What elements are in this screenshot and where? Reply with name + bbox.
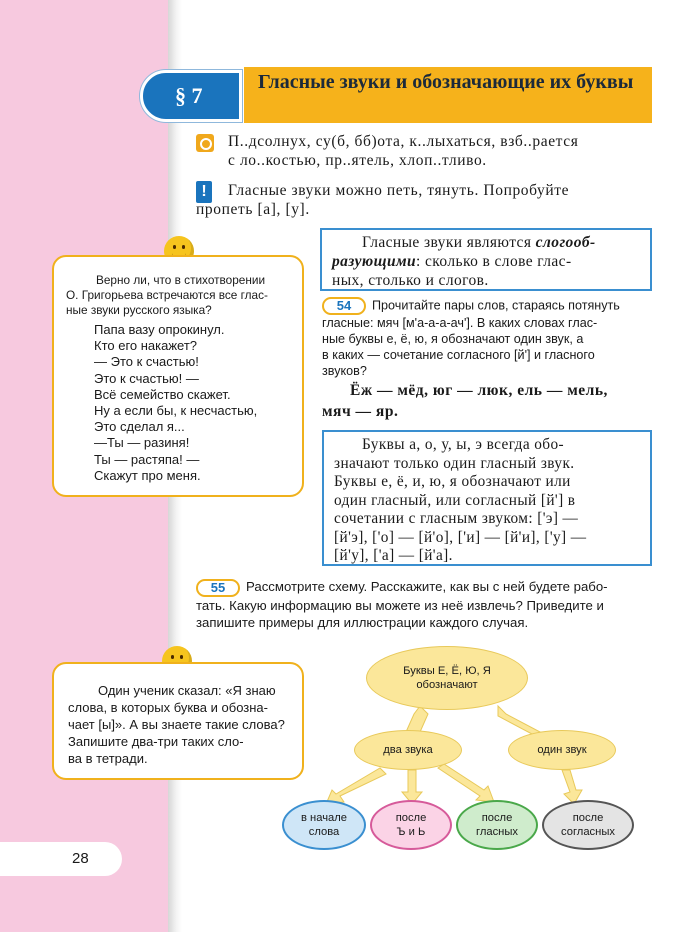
syllable-text: ных, столько и слогов. [332,272,489,289]
poem-line: Это к счастью! — [94,370,199,386]
student-card-line: ва в тетради. [68,751,148,766]
poem-intro-line: О. Григорьева встречаются все глас- [66,288,268,302]
arrow-two-to-start [326,768,386,804]
paragraph-badge: § 7 [140,70,242,122]
syllable-text: : сколько в слове глас- [416,253,572,270]
exercise-54-line: ные буквы е, ё, ю, я обозначают один звук, а [322,332,584,346]
poem-line: Ну а если бы, к несчастью, [94,403,258,419]
exercise-55 [196,578,656,631]
arrow-two-to-vowels [438,764,494,802]
exercise-54-line: Прочитайте пары слов, стараясь потянуть [372,298,620,313]
scheme-after-vowels-node [456,800,538,850]
exercise-54-line: в каких — сочетание согласного [й'] и гласного [322,348,595,362]
scheme-two-sounds-node: два звука [354,730,462,770]
poem-intro-line: ные звуки русского языка? [66,303,212,317]
exercise-54-words [322,380,656,422]
scheme-one-sound-node: один звук [508,730,616,770]
exercise-54-line: звуков? [322,364,367,378]
scheme-root-node [366,646,528,710]
letters-rule-line: [й'э], ['о] — [й'о], ['и] — [й'и], ['у] — [334,528,587,546]
page-title: Гласные звуки и обозначающие их буквы [258,71,634,93]
scheme-node-line: в начале [300,812,347,824]
rule-text-line: Гласные звуки можно петь, тянуть. Попробуйте [228,182,570,199]
scheme-after-signs-node [370,800,452,850]
title-bar [244,67,652,123]
words-line: мяч — яр. [322,403,399,420]
student-card-line: чает [ы]». А вы знаете такие слова? [68,717,285,732]
exercise-number: 55 [196,579,240,597]
exercise-55-line: Рассмотрите схему. Расскажите, как вы с ней будете рабо- [246,579,608,594]
syllable-term: разующими [332,253,417,270]
letters-rule-line: сочетании с гласным звуком: ['э] — [334,510,579,527]
poem-intro-line: Верно ли, что в стихотворении [96,273,266,287]
scheme-node-line: согласных [561,826,615,838]
letters-rule-line: значают только один гласный звук. [334,454,575,472]
poem-line: Скажут про меня. [94,467,201,483]
poem-line: —Ты — разиня! [94,435,190,451]
exercise-intro-line: с ло..костью, пр..ятель, хлоп..тливо. [228,152,487,169]
scheme-node-line: после [395,812,427,824]
letters-rule-line: Буквы е, ё, и, ю, я обозначают или [334,473,571,490]
rule-text [196,181,654,219]
exercise-intro [228,132,654,170]
arrow-two-to-signs [402,770,422,804]
page-number-tab [0,842,122,876]
poem-line: Всё семейство скажет. [94,386,231,402]
scheme-node-line: Ъ и Ь [396,826,426,838]
arrow-one-to-consonants [562,770,582,804]
exercise-55-line: запишите примеры для иллюстрации каждого случая. [196,614,529,630]
syllable-term: слогооб- [535,234,596,251]
exercise-55-line: тать. Какую информацию вы можете из неё извлечь? Приведите и [196,597,604,613]
student-card [52,662,304,780]
exclamation-icon: ! [196,181,212,203]
target-icon [196,134,214,152]
scheme-node-line: после [481,812,513,824]
poem-line: Это сделал я... [94,419,185,435]
student-card-line: слова, в которых буква и обозна- [68,700,268,715]
poem-card [52,255,304,497]
letters-scheme [270,640,670,850]
student-card-line: Один ученик сказал: «Я знаю [98,683,276,698]
poem-line: Ты — растяпа! — [94,451,200,467]
letters-rule-box [322,430,652,566]
scheme-node-line: гласных [476,826,518,838]
poem-intro [66,273,292,288]
scheme-root-line: обозначают [416,679,478,691]
scheme-node-line: слова [308,826,340,838]
syllable-text: Гласные звуки являются [362,234,536,251]
scheme-node-line: после [572,812,604,824]
letters-rule-line: [й'у], ['а] — [й'а]. [334,547,453,564]
rule-text-line: пропеть [а], [у]. [196,201,310,218]
poem-line: Папа вазу опрокинул. [94,322,225,337]
exercise-number: 54 [322,297,366,315]
scheme-root-line: Буквы Е, Ё, Ю, Я [403,665,491,677]
poem-line: Кто его накажет? [94,338,198,354]
scheme-after-consonants-node [542,800,634,850]
exercise-54 [322,297,656,379]
letters-rule-line: один гласный, или согласный [й'] в [334,491,576,509]
syllable-rule-box [320,228,652,291]
exercise-intro-line: П..дсолнух, су(б, бб)ота, к..лыхаться, взб..рается [228,133,579,150]
poem-line: — Это к счастью! [94,354,199,370]
words-line: Ёж — мёд, юг — люк, ель — мель, [350,382,608,399]
letters-rule-line: Буквы а, о, у, ы, э всегда обо- [362,436,565,453]
poem-body [66,322,292,484]
exercise-54-line: гласные: мяч [м'а-а-а-ач']. В каких словах глас- [322,316,598,330]
student-card-line: Запишите два-три таких сло- [68,734,244,749]
scheme-word-start-node [282,800,366,850]
page-number: 28 [72,850,89,867]
